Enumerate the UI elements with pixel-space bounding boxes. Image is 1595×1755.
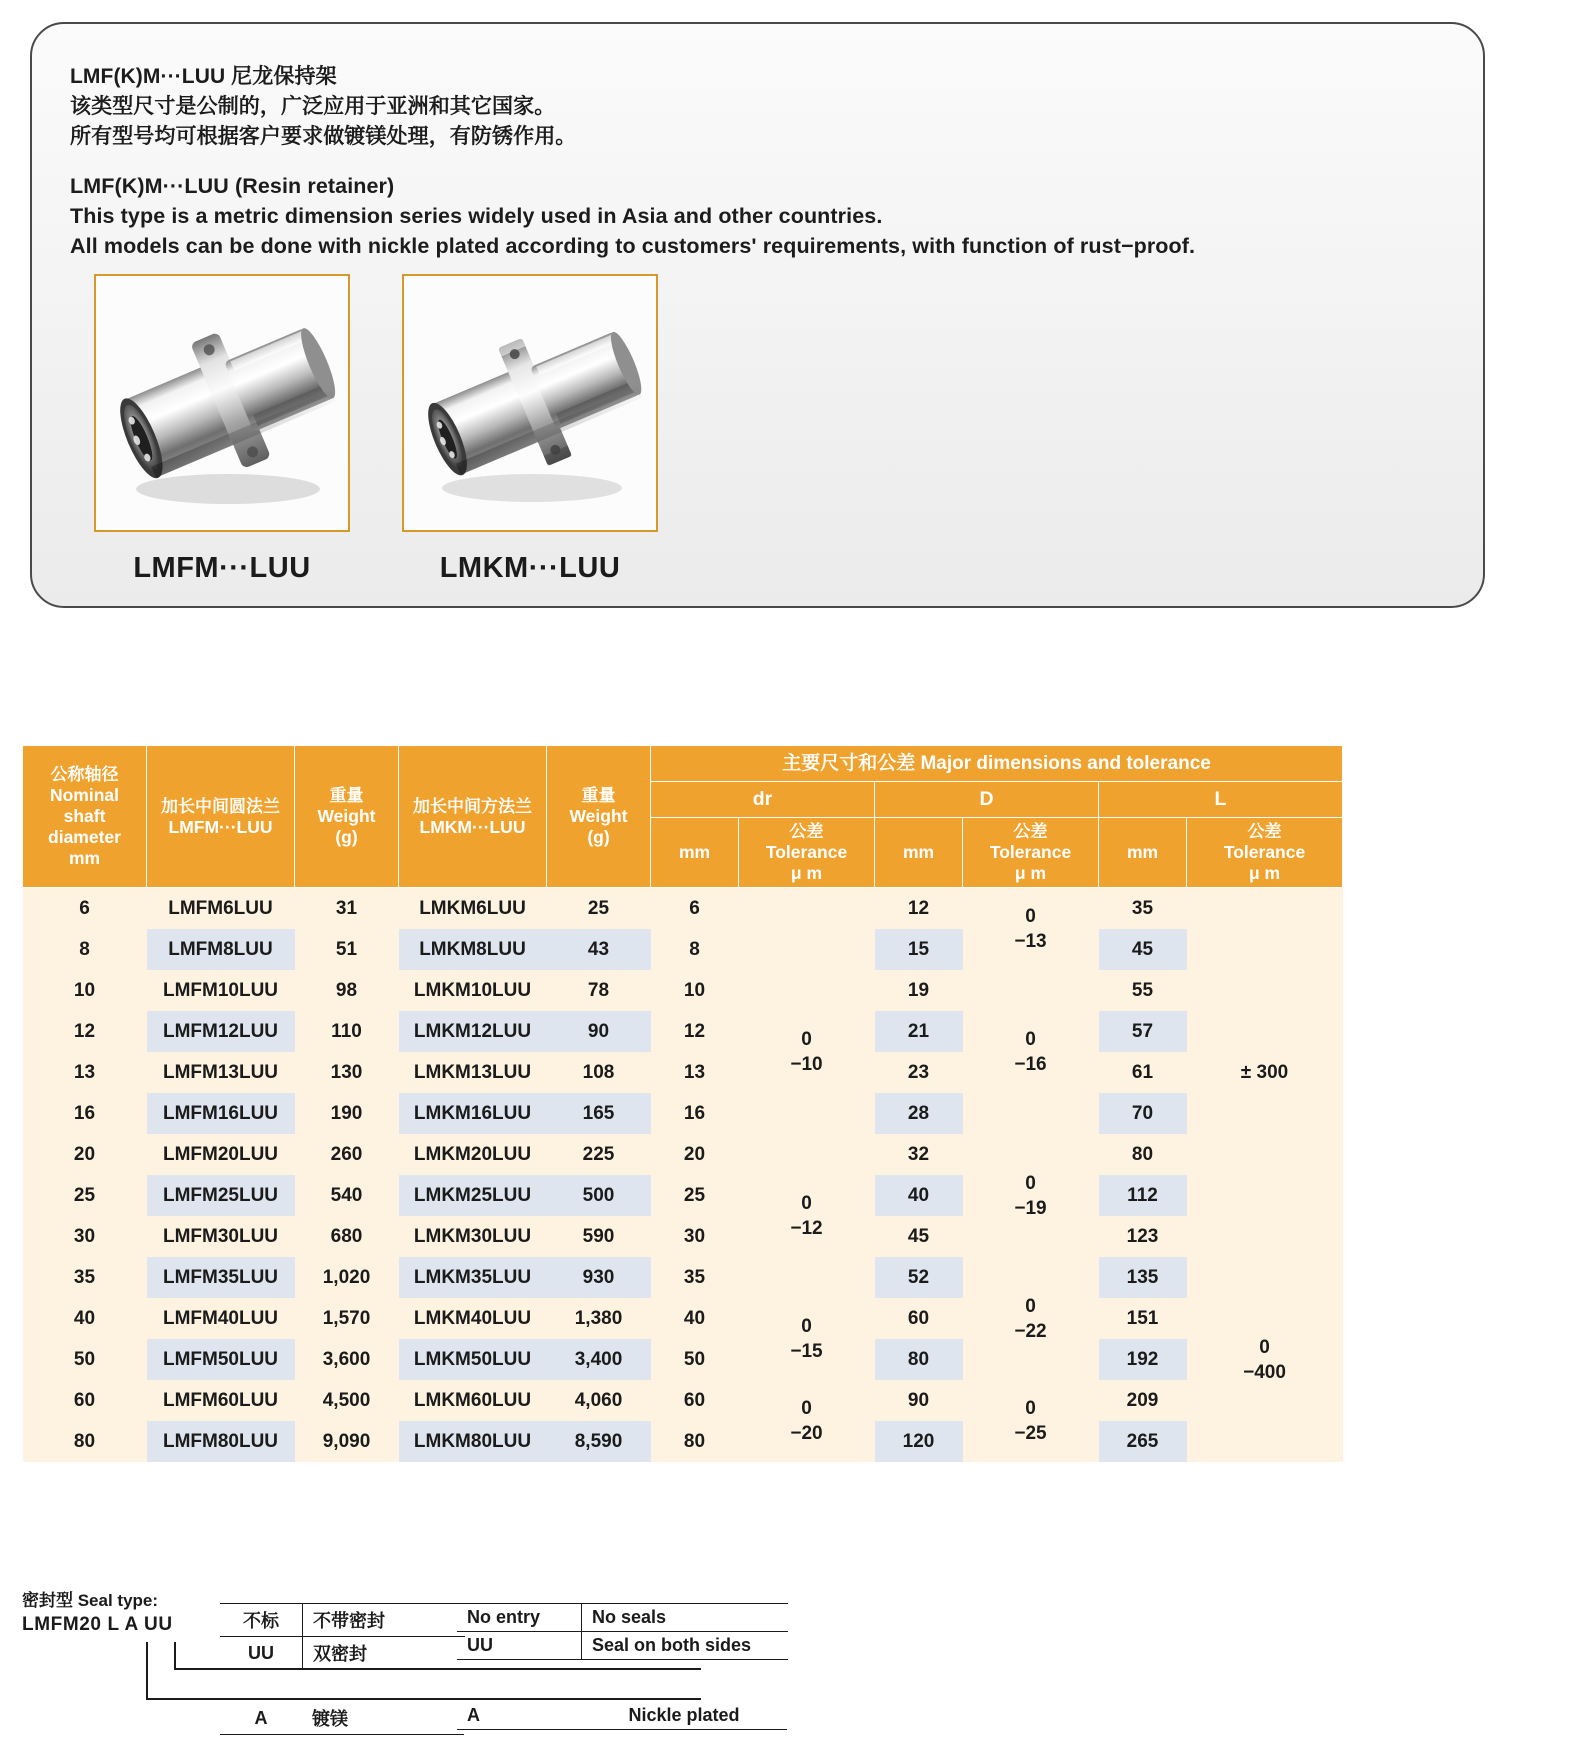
l-value: 45 [1099, 929, 1187, 970]
header-weight-square-unit: (g) [587, 827, 610, 847]
model-round-value: LMFM25LUU [147, 1175, 295, 1216]
header-model-square-en: LMKM···LUU [419, 816, 526, 837]
tolerance-cell [739, 1298, 875, 1380]
tolerance-lower: −19 [1014, 1197, 1047, 1219]
tolerance-lower: −25 [1014, 1423, 1047, 1444]
intro-en-line-1: LMF(K)M···LUU (Resin retainer) [70, 174, 395, 198]
weight-round-value: 98 [295, 970, 399, 1011]
weight-square-value: 3,400 [547, 1339, 651, 1380]
l-value: 57 [1099, 1011, 1187, 1052]
product-photo-frame-lmkm [402, 274, 658, 532]
l-value: 35 [1099, 888, 1187, 930]
tolerance-cell [963, 1380, 1099, 1462]
legend-row-cn-uu [220, 1637, 465, 1670]
header-dr-tol-unit: μ m [790, 863, 823, 883]
model-square-value: LMKM60LUU [399, 1380, 547, 1421]
connector-horizontal-a [146, 1698, 701, 1700]
dr-value: 30 [651, 1216, 739, 1257]
model-square-value: LMKM40LUU [399, 1298, 547, 1339]
dr-value: 13 [651, 1052, 739, 1093]
intro-cn-line-1: LMF(K)M···LUU 尼龙保持架 [70, 65, 337, 88]
weight-round-value: 31 [295, 888, 399, 930]
model-round-value: LMFM50LUU [147, 1339, 295, 1380]
header-dr-tol-en: Tolerance [765, 842, 848, 862]
seal-legend-code: LMFM20 L A UU [22, 1614, 173, 1635]
nominal-shaft-value: 60 [23, 1380, 147, 1421]
description-block [70, 62, 1430, 261]
tolerance-cell [739, 1134, 875, 1298]
tolerance-upper: 0 [1025, 1398, 1036, 1419]
l-value: 265 [1099, 1421, 1187, 1462]
nominal-shaft-value: 40 [23, 1298, 147, 1339]
model-square-value: LMKM13LUU [399, 1052, 547, 1093]
model-square-value: LMKM30LUU [399, 1216, 547, 1257]
weight-square-value: 1,380 [547, 1298, 651, 1339]
header-weight-round-cn: 重量 [329, 786, 364, 805]
tolerance-upper: 0 [1025, 1029, 1036, 1050]
dr-value: 60 [651, 1380, 739, 1421]
d-value: 52 [875, 1257, 963, 1298]
header-l-tol-unit: μ m [1248, 863, 1281, 883]
header-nominal-shaft [23, 746, 147, 888]
header-nominal-en: Nominal shaft diameter [48, 785, 121, 847]
header-l-tol-en: Tolerance [1223, 842, 1306, 862]
header-model-round-cn: 加长中间圆法兰 [161, 796, 280, 816]
dr-value: 40 [651, 1298, 739, 1339]
tolerance-upper: 0 [801, 1029, 812, 1050]
weight-square-value: 8,590 [547, 1421, 651, 1462]
weight-round-value: 260 [295, 1134, 399, 1175]
header-d-tolerance [963, 818, 1099, 888]
table-row [23, 1339, 1343, 1380]
model-round-value: LMFM10LUU [147, 970, 295, 1011]
weight-round-value: 4,500 [295, 1380, 399, 1421]
header-weight-round-en: Weight [317, 806, 376, 826]
dr-value: 12 [651, 1011, 739, 1052]
model-round-value: LMFM30LUU [147, 1216, 295, 1257]
l-value: 80 [1099, 1134, 1187, 1175]
weight-round-value: 1,570 [295, 1298, 399, 1339]
table-row [23, 888, 1343, 930]
header-weight-square-cn: 重量 [581, 786, 616, 805]
weight-square-value: 930 [547, 1257, 651, 1298]
header-dim-d: D [875, 782, 1099, 818]
model-square-value: LMKM10LUU [399, 970, 547, 1011]
header-l-mm: mm [1099, 818, 1187, 888]
model-square-value: LMKM35LUU [399, 1257, 547, 1298]
dr-value: 80 [651, 1421, 739, 1462]
d-value: 120 [875, 1421, 963, 1462]
dr-value: 6 [651, 888, 739, 930]
tolerance-upper: 0 [1259, 1336, 1270, 1358]
nominal-shaft-value: 30 [23, 1216, 147, 1257]
model-square-value: LMKM20LUU [399, 1134, 547, 1175]
table-row [23, 1175, 1343, 1216]
legend-table-cn-seal [220, 1603, 465, 1670]
legend-row-cn-noseal [220, 1604, 465, 1637]
seal-type-legend [22, 1590, 922, 1729]
weight-round-value: 540 [295, 1175, 399, 1216]
legend-cn-noseal-code: 不标 [220, 1604, 303, 1637]
header-weight-square [547, 746, 651, 888]
legend-en-plating-desc: Nickle plated [581, 1702, 787, 1730]
intro-cn-line-3: 所有型号均可根据客户要求做镀镁处理，有防锈作用。 [70, 125, 577, 148]
header-weight-round [295, 746, 399, 888]
header-d-mm: mm [875, 818, 963, 888]
legend-table-cn-plating [220, 1702, 464, 1735]
legend-row-cn-plating [220, 1702, 464, 1735]
weight-round-value: 110 [295, 1011, 399, 1052]
product-card-lmkm [402, 274, 658, 585]
nominal-shaft-value: 20 [23, 1134, 147, 1175]
seal-legend-title: 密封型 Seal type: [22, 1591, 159, 1610]
d-value: 19 [875, 970, 963, 1011]
header-dr-tol-cn: 公差 [789, 822, 824, 841]
header-major-dimensions: 主要尺寸和公差 Major dimensions and tolerance [651, 746, 1343, 782]
header-nominal-unit: mm [68, 848, 101, 868]
weight-square-value: 90 [547, 1011, 651, 1052]
tolerance-cell [963, 1257, 1099, 1380]
tolerance-cell [963, 1134, 1099, 1257]
dr-value: 16 [651, 1093, 739, 1134]
legend-en-noseal-desc: No seals [582, 1604, 789, 1632]
model-square-value: LMKM12LUU [399, 1011, 547, 1052]
l-value: 151 [1099, 1298, 1187, 1339]
table-row [23, 1380, 1343, 1421]
tolerance-upper: 0 [1025, 906, 1036, 927]
table-row [23, 970, 1343, 1011]
d-value: 40 [875, 1175, 963, 1216]
tolerance-upper: 0 [1025, 1172, 1036, 1194]
nominal-shaft-value: 12 [23, 1011, 147, 1052]
legend-en-uu-code: UU [457, 1632, 582, 1660]
nominal-shaft-value: 8 [23, 929, 147, 970]
weight-square-value: 43 [547, 929, 651, 970]
weight-square-value: 25 [547, 888, 651, 930]
connector-vertical-uu [174, 1642, 176, 1670]
nominal-shaft-value: 16 [23, 1093, 147, 1134]
weight-round-value: 680 [295, 1216, 399, 1257]
tolerance-lower: −22 [1014, 1320, 1047, 1342]
header-weight-square-en: Weight [569, 806, 628, 826]
intro-en-line-2: This type is a metric dimension series widely used in Asia and other countries. [70, 204, 883, 228]
header-dr-tolerance [739, 818, 875, 888]
tolerance-upper: 0 [1025, 1295, 1036, 1317]
l-value: 70 [1099, 1093, 1187, 1134]
product-photo-frame-lmfm [94, 274, 350, 532]
intro-en-line-3: All models can be done with nickle plated according to customers' requirements, with function of rust−proof. [70, 234, 1196, 258]
dr-value: 35 [651, 1257, 739, 1298]
header-dr-mm: mm [651, 818, 739, 888]
nominal-shaft-value: 50 [23, 1339, 147, 1380]
tolerance-lower: −12 [790, 1218, 823, 1239]
weight-square-value: 500 [547, 1175, 651, 1216]
legend-row-en-plating [457, 1702, 787, 1730]
tolerance-cell [963, 888, 1099, 971]
table-row [23, 1298, 1343, 1339]
weight-round-value: 3,600 [295, 1339, 399, 1380]
legend-row-en-uu [457, 1632, 788, 1660]
l-value: 55 [1099, 970, 1187, 1011]
header-row-1 [23, 746, 1343, 782]
dr-value: 10 [651, 970, 739, 1011]
d-value: 32 [875, 1134, 963, 1175]
nominal-shaft-value: 10 [23, 970, 147, 1011]
model-round-value: LMFM8LUU [147, 929, 295, 970]
legend-cn-plating-desc: 镀镁 [302, 1702, 464, 1735]
model-round-value: LMFM16LUU [147, 1093, 295, 1134]
tolerance-cell [739, 970, 875, 1134]
legend-table-en-seal [457, 1603, 788, 1660]
legend-en-plating-code: A [457, 1702, 581, 1730]
l-value: 112 [1099, 1175, 1187, 1216]
model-round-value: LMFM35LUU [147, 1257, 295, 1298]
weight-square-value: 165 [547, 1093, 651, 1134]
nominal-shaft-value: 6 [23, 888, 147, 930]
header-d-tol-unit: μ m [1014, 863, 1047, 883]
model-square-value: LMKM25LUU [399, 1175, 547, 1216]
header-model-round-en: LMFM···LUU [168, 816, 273, 837]
model-square-value: LMKM50LUU [399, 1339, 547, 1380]
header-d-tol-cn: 公差 [1013, 822, 1048, 841]
table-row [23, 1052, 1343, 1093]
nominal-shaft-value: 25 [23, 1175, 147, 1216]
model-square-value: LMKM80LUU [399, 1421, 547, 1462]
tolerance-upper: 0 [801, 1316, 812, 1337]
tolerance-lower: −16 [1014, 1054, 1047, 1075]
legend-cn-uu-code: UU [220, 1637, 303, 1670]
model-round-value: LMFM40LUU [147, 1298, 295, 1339]
weight-round-value: 1,020 [295, 1257, 399, 1298]
d-value: 45 [875, 1216, 963, 1257]
l-value: 192 [1099, 1339, 1187, 1380]
square-flange-bearing-photo [404, 276, 656, 530]
tolerance-value: ± 300 [1240, 1062, 1289, 1083]
model-square-value: LMKM6LUU [399, 888, 547, 930]
tolerance-cell [1187, 888, 1343, 1258]
intro-cn-line-2: 该类型尺寸是公制的，广泛应用于亚洲和其它国家。 [70, 95, 556, 118]
d-value: 21 [875, 1011, 963, 1052]
table-row [23, 1093, 1343, 1134]
legend-cn-plating-code: A [220, 1702, 302, 1735]
model-round-value: LMFM6LUU [147, 888, 295, 930]
product-caption-lmfm: LMFM···LUU [133, 552, 311, 584]
l-value: 123 [1099, 1216, 1187, 1257]
weight-square-value: 590 [547, 1216, 651, 1257]
table-row [23, 1011, 1343, 1052]
model-round-value: LMFM20LUU [147, 1134, 295, 1175]
model-round-value: LMFM60LUU [147, 1380, 295, 1421]
header-dim-l: L [1099, 782, 1343, 818]
tolerance-lower: −10 [790, 1054, 823, 1075]
d-value: 23 [875, 1052, 963, 1093]
table-body [23, 888, 1343, 1463]
tolerance-lower: −20 [790, 1423, 823, 1444]
table-row [23, 929, 1343, 970]
legend-row-en-noseal [457, 1604, 788, 1632]
d-value: 28 [875, 1093, 963, 1134]
header-dim-dr: dr [651, 782, 875, 818]
d-value: 80 [875, 1339, 963, 1380]
table-row [23, 1421, 1343, 1462]
d-value: 60 [875, 1298, 963, 1339]
table-row [23, 1216, 1343, 1257]
dr-value: 20 [651, 1134, 739, 1175]
nominal-shaft-value: 35 [23, 1257, 147, 1298]
tolerance-lower: −15 [790, 1341, 823, 1362]
legend-cn-uu-desc: 双密封 [303, 1637, 466, 1670]
l-value: 61 [1099, 1052, 1187, 1093]
header-model-square [399, 746, 547, 888]
model-square-value: LMKM16LUU [399, 1093, 547, 1134]
tolerance-lower: −400 [1243, 1361, 1286, 1383]
weight-round-value: 190 [295, 1093, 399, 1134]
product-card-lmfm [94, 274, 350, 585]
l-value: 135 [1099, 1257, 1187, 1298]
product-caption-lmkm: LMKM···LUU [439, 552, 621, 584]
header-d-tol-en: Tolerance [989, 842, 1072, 862]
dr-value: 8 [651, 929, 739, 970]
nominal-shaft-value: 13 [23, 1052, 147, 1093]
weight-round-value: 51 [295, 929, 399, 970]
specification-table [22, 745, 1343, 1462]
dr-value: 50 [651, 1339, 739, 1380]
tolerance-cell [1187, 1257, 1343, 1462]
weight-round-value: 130 [295, 1052, 399, 1093]
tolerance-upper: 0 [801, 1193, 812, 1214]
weight-square-value: 108 [547, 1052, 651, 1093]
weight-square-value: 4,060 [547, 1380, 651, 1421]
model-round-value: LMFM12LUU [147, 1011, 295, 1052]
legend-en-uu-desc: Seal on both sides [582, 1632, 789, 1660]
header-model-round [147, 746, 295, 888]
header-model-square-cn: 加长中间方法兰 [413, 796, 532, 816]
d-value: 15 [875, 929, 963, 970]
nominal-shaft-value: 80 [23, 1421, 147, 1462]
table-row [23, 1134, 1343, 1175]
legend-cn-noseal-desc: 不带密封 [303, 1604, 466, 1637]
legend-table-en-plating [457, 1702, 787, 1730]
table-head [23, 746, 1343, 888]
tolerance-cell [739, 888, 875, 971]
header-l-tolerance [1187, 818, 1343, 888]
d-value: 12 [875, 888, 963, 930]
tolerance-lower: −13 [1014, 931, 1047, 952]
l-value: 209 [1099, 1380, 1187, 1421]
connector-vertical-a [146, 1642, 148, 1700]
header-nominal-cn: 公称轴径 [50, 765, 119, 784]
header-l-tol-cn: 公差 [1247, 822, 1282, 841]
weight-square-value: 225 [547, 1134, 651, 1175]
tolerance-cell [739, 1380, 875, 1462]
model-round-value: LMFM80LUU [147, 1421, 295, 1462]
weight-round-value: 9,090 [295, 1421, 399, 1462]
model-round-value: LMFM13LUU [147, 1052, 295, 1093]
d-value: 90 [875, 1380, 963, 1421]
table-row [23, 1257, 1343, 1298]
paragraph-gap [70, 152, 1430, 171]
header-weight-round-unit: (g) [335, 827, 358, 847]
tolerance-cell [963, 970, 1099, 1134]
legend-en-noseal-code: No entry [457, 1604, 582, 1632]
tolerance-upper: 0 [801, 1398, 812, 1419]
dr-value: 25 [651, 1175, 739, 1216]
model-square-value: LMKM8LUU [399, 929, 547, 970]
intro-panel [30, 22, 1485, 608]
round-flange-bearing-photo [96, 276, 348, 530]
weight-square-value: 78 [547, 970, 651, 1011]
